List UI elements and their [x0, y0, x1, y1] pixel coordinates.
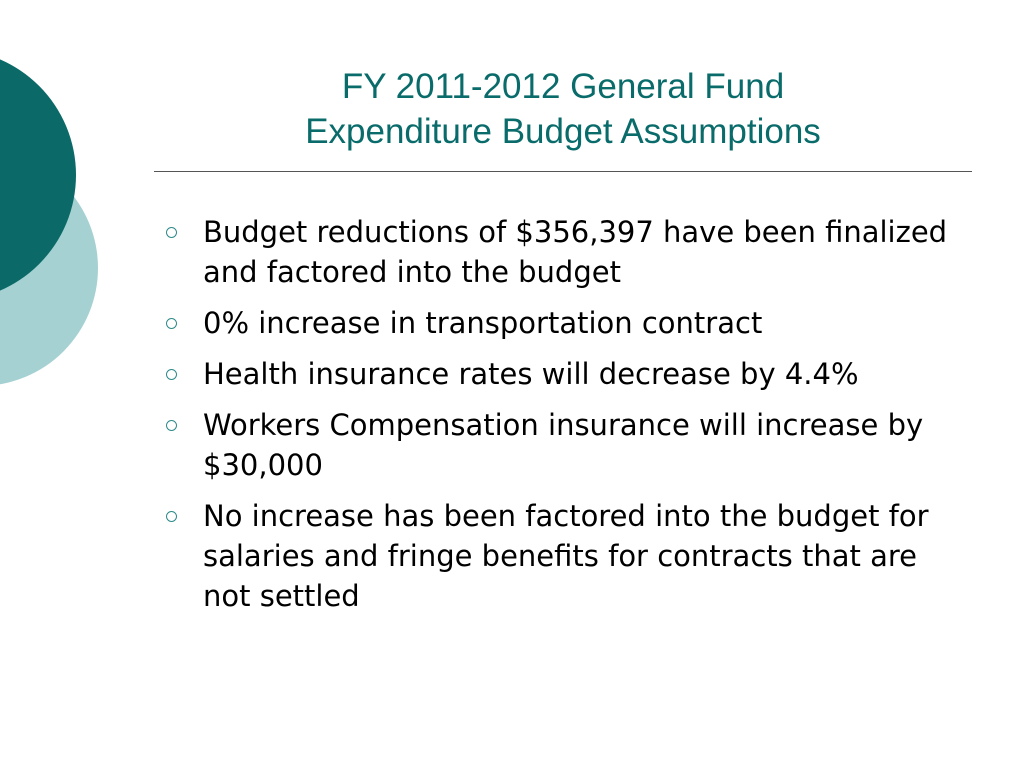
bullet-text: Workers Compensation insurance will increase by $30,000	[203, 408, 924, 482]
bullet-item	[162, 496, 962, 616]
bullet-item	[162, 405, 962, 485]
circle-bullet-icon	[166, 227, 177, 238]
circle-bullet-icon	[166, 420, 177, 431]
bullet-item	[162, 303, 962, 343]
decorative-circles	[0, 0, 110, 420]
bullet-text: Health insurance rates will decrease by 4.4%	[203, 357, 859, 391]
bullet-text: 0% increase in transportation contract	[203, 306, 763, 340]
bullet-list	[162, 212, 962, 627]
title-line-2: Expenditure Budget Assumptions	[305, 112, 821, 151]
bullet-item	[162, 212, 962, 292]
slide-title	[154, 64, 972, 154]
circle-bullet-icon	[166, 318, 177, 329]
title-line-1: FY 2011-2012 General Fund	[341, 67, 785, 106]
title-divider	[154, 171, 972, 172]
bullet-item	[162, 354, 962, 394]
bullet-text: No increase has been factored into the budget for salaries and fringe benefits for contracts that are not settled	[203, 499, 929, 613]
circle-bullet-icon	[166, 369, 177, 380]
bullet-text: Budget reductions of $356,397 have been finalized and factored into the budget	[203, 215, 948, 289]
circle-bullet-icon	[166, 511, 177, 522]
